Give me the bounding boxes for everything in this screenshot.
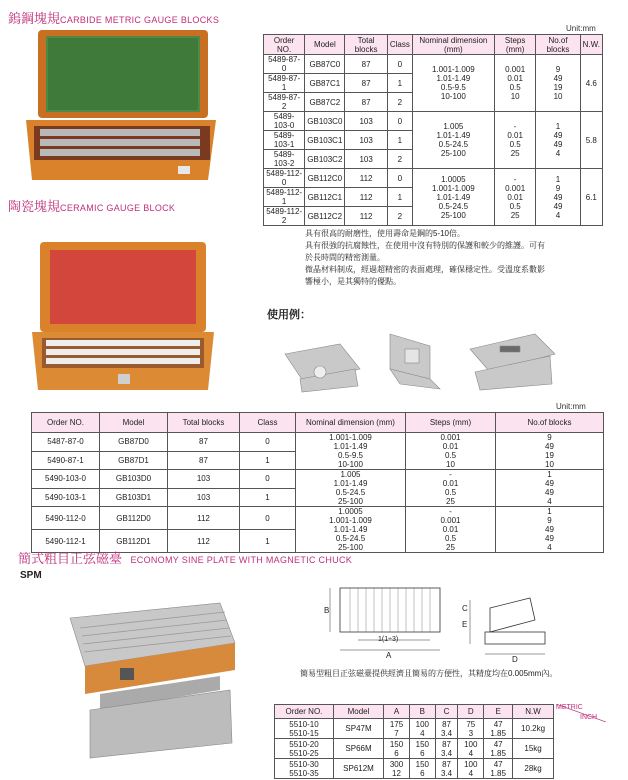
ceramic-section-title [8, 196, 175, 216]
col-a: A [384, 705, 410, 719]
class-cell: 2 [387, 150, 412, 169]
dim-c-inch: 3.4 [440, 748, 453, 758]
nominal-dimension-cell-line: 0.5-24.5 [438, 140, 469, 149]
sine-model-code: SPM [20, 570, 42, 581]
dim-b-inch: 4 [420, 728, 425, 738]
nominal-dimension-cell-line: 1.001-1.009 [432, 65, 475, 74]
nominal-dimension-cell-line: 1.005 [443, 122, 464, 131]
order-no-cell: 5489-112-1 [264, 188, 305, 207]
steps-cell-line: 0.01 [442, 442, 459, 451]
steps-cell [494, 112, 536, 169]
no-of-blocks-cell-line: 4 [555, 210, 561, 220]
order-no-top: 5510-30 [289, 759, 319, 769]
class-cell: 0 [240, 507, 296, 530]
col-model: Model [100, 413, 168, 433]
dim-e-cell [484, 759, 513, 779]
dim-c-inch: 3.4 [440, 768, 453, 778]
dim-e-metric: 47 [493, 739, 503, 749]
order-no-top: 5510-20 [289, 739, 319, 749]
steps-cell-line: 10 [446, 460, 455, 469]
order-no-cell: 5490-103-1 [32, 488, 100, 507]
nominal-dimension-cell-line: 1.01-1.49 [333, 525, 368, 534]
sine-technical-drawing [300, 580, 610, 666]
dim-b-inch: 6 [420, 748, 425, 758]
no-of-blocks-cell-line: 1 [555, 122, 561, 131]
steps-cell-line: 0.01 [507, 192, 523, 202]
order-no-cell [275, 759, 334, 779]
order-no-cell: 5489-103-1 [264, 131, 305, 150]
dim-e-cell [484, 719, 513, 739]
order-no-cell: 5490-103-0 [32, 470, 100, 489]
no-of-blocks-cell [496, 507, 604, 553]
steps-cell-line: - [449, 507, 452, 516]
nominal-dimension-cell-line: 1.01-1.49 [333, 479, 368, 488]
dim-e-metric: 47 [493, 719, 503, 729]
steps-cell-line: 0.5 [444, 488, 457, 497]
dim-b-cell [409, 739, 435, 759]
class-cell: 0 [387, 169, 412, 188]
steps-cell-line: 0.01 [442, 479, 459, 488]
dim-e-inch: 1.85 [490, 728, 506, 738]
nw-cell: 28kg [513, 759, 554, 779]
sine-plate-image [60, 598, 240, 760]
dim-a-inch: 6 [394, 748, 399, 758]
steps-cell-line: 0.001 [505, 183, 526, 193]
col-no-of-blocks: No.of blocks [536, 35, 580, 55]
model-cell: GB103C1 [305, 131, 345, 150]
nw-cell: 10.2kg [513, 719, 554, 739]
carbide-spec-table [263, 34, 603, 226]
sine-drawing-image [300, 580, 610, 666]
total-blocks-cell: 112 [345, 169, 387, 188]
ceramic-desc-line: 響極小，是其獨特的優點。 [305, 277, 401, 286]
nominal-dimension-cell-line: 1.0005 [338, 507, 363, 516]
order-no-cell: 5489-112-2 [264, 207, 305, 226]
steps-cell-line: 10 [510, 92, 520, 101]
dim-a-cell [384, 739, 410, 759]
dim-d-inch: 3 [468, 728, 474, 738]
sine-header-row [275, 705, 554, 719]
col-class: Class [387, 35, 412, 55]
class-cell: 0 [240, 433, 296, 452]
no-of-blocks-cell-line: 49 [545, 479, 554, 488]
ceramic-desc-line: 於長時間的精密測量。 [305, 253, 385, 262]
class-cell: 1 [240, 530, 296, 553]
dim-a-inch: 7 [394, 728, 399, 738]
total-blocks-cell: 112 [168, 530, 240, 553]
no-of-blocks-cell-line: 19 [545, 451, 554, 460]
dim-label-d: D [512, 655, 518, 664]
order-no-cell: 5490-112-0 [32, 507, 100, 530]
steps-cell-line: 0.01 [442, 525, 459, 534]
nominal-dimension-cell-line: 25-100 [338, 543, 363, 552]
no-of-blocks-cell-line: 4 [555, 149, 561, 158]
class-cell: 1 [387, 188, 412, 207]
dim-d-inch: 4 [468, 748, 474, 758]
model-cell: GB87C2 [305, 93, 345, 112]
col-steps: Steps (mm) [494, 35, 536, 55]
dim-d-cell [458, 759, 484, 779]
steps-cell [494, 169, 536, 226]
sine-plate-photo [60, 598, 240, 760]
dim-c-metric: 87 [442, 739, 451, 749]
ceramic-desc-line: 具有很高的耐磨性，使用壽命是鋼的5-10倍。 [305, 229, 466, 238]
no-of-blocks-cell-line: 9 [547, 433, 552, 442]
steps-cell-line: 0.5 [444, 534, 457, 543]
dim-d-metric: 100 [464, 739, 478, 749]
no-of-blocks-cell-line: 49 [553, 201, 563, 211]
nominal-dimension-cell [412, 112, 494, 169]
total-blocks-cell: 103 [168, 470, 240, 489]
usage-example-image [280, 324, 610, 394]
total-blocks-cell: 103 [168, 488, 240, 507]
class-cell: 0 [387, 55, 412, 74]
dim-d-metric: 75 [466, 719, 476, 729]
no-of-blocks-cell [496, 470, 604, 507]
col-steps: Steps (mm) [406, 413, 496, 433]
ceramic-box-image [28, 240, 218, 400]
dim-b-cell [409, 719, 435, 739]
col-class: Class [240, 413, 296, 433]
dim-e-cell [484, 739, 513, 759]
model-cell: GB87C1 [305, 74, 345, 93]
steps-cell-line: 0.5 [509, 83, 521, 92]
no-of-blocks-cell-line: 4 [547, 497, 552, 506]
order-no-cell [275, 739, 334, 759]
steps-cell [494, 55, 536, 112]
steps-cell-line: 0.01 [507, 131, 523, 140]
steps-cell-line: 25 [446, 543, 455, 552]
steps-cell-line: 25 [510, 210, 520, 220]
steps-cell-line: - [513, 122, 517, 131]
ceramic-title-en: CERAMIC GAUGE BLOCK [60, 203, 176, 213]
nominal-dimension-cell-line: 0.5-24.5 [335, 488, 366, 497]
total-blocks-cell: 87 [345, 74, 387, 93]
no-of-blocks-cell-line: 49 [545, 525, 554, 534]
dim-b-metric: 100 [415, 719, 429, 729]
no-of-blocks-cell-line: 49 [553, 192, 563, 202]
ceramic-gauge-box-photo [28, 240, 218, 400]
dim-d-inch: 4 [468, 768, 474, 778]
nominal-dimension-cell [296, 470, 406, 507]
sine-row [275, 739, 554, 759]
col-total-blocks: Total blocks [345, 35, 387, 55]
total-blocks-cell: 87 [345, 93, 387, 112]
nominal-dimension-cell-line: 25-100 [338, 497, 363, 506]
total-blocks-cell: 87 [345, 55, 387, 74]
order-no-bottom: 5510-25 [289, 748, 319, 758]
no-of-blocks-cell-line: 4 [547, 543, 552, 552]
steps-cell-line: 0.001 [440, 516, 461, 525]
usage-example-photos [280, 324, 610, 394]
col-total-blocks: Total blocks [168, 413, 240, 433]
carbide-row [264, 112, 603, 131]
col-model: Model [305, 35, 345, 55]
model-cell: GB103D1 [100, 488, 168, 507]
dim-label-c: C [462, 604, 468, 613]
total-blocks-cell: 103 [345, 112, 387, 131]
nominal-dimension-cell [296, 433, 406, 470]
no-of-blocks-cell [536, 55, 580, 112]
ceramic-description [305, 228, 605, 288]
steps-cell [406, 433, 496, 470]
carbide-box-image [18, 28, 218, 188]
nominal-dimension-cell-line: 25-100 [440, 149, 466, 158]
class-cell: 0 [240, 470, 296, 489]
no-of-blocks-cell-line: 49 [545, 534, 554, 543]
dim-d-metric: 100 [464, 759, 478, 769]
total-blocks-cell: 103 [345, 131, 387, 150]
steps-cell-line: 25 [510, 149, 520, 158]
total-blocks-cell: 112 [345, 207, 387, 226]
dim-label-sub: 1(1÷3) [378, 636, 399, 643]
col-nw: N.W. [580, 35, 602, 55]
col-nominal-dimension: Nominal dimension (mm) [412, 35, 494, 55]
nominal-dimension-cell-line: 1.001-1.009 [432, 183, 475, 193]
order-no-cell: 5490-87-1 [32, 451, 100, 470]
ceramic-row [32, 470, 604, 489]
nominal-dimension-cell-line: 0.5-9.5 [440, 83, 466, 92]
col-nw: N.W [513, 705, 554, 719]
col-c: C [435, 705, 458, 719]
usage-example-label: 使用例： [267, 308, 311, 321]
steps-cell [406, 470, 496, 507]
nominal-dimension-cell-line: 1.001-1.009 [329, 433, 372, 442]
model-cell: GB103C0 [305, 112, 345, 131]
metric-label: METRIC [556, 704, 583, 711]
total-blocks-cell: 112 [168, 507, 240, 530]
class-cell: 1 [240, 451, 296, 470]
nominal-dimension-cell-line: 0.5-9.5 [338, 451, 363, 460]
col-e: E [484, 705, 513, 719]
dim-e-inch: 1.85 [490, 768, 506, 778]
ceramic-spec-table [31, 412, 604, 553]
col-order-no: Order NO. [264, 35, 305, 55]
sine-row [275, 759, 554, 779]
ceramic-title-zh: 陶瓷塊規 [8, 200, 61, 215]
no-of-blocks-cell-line: 49 [545, 442, 554, 451]
order-no-cell: 5489-112-0 [264, 169, 305, 188]
carbide-title-zh: 鎢鋼塊規 [8, 12, 61, 27]
dim-c-metric: 87 [442, 719, 451, 729]
nominal-dimension-cell [296, 507, 406, 553]
nominal-dimension-cell-line: 1.005 [340, 470, 361, 479]
order-no-cell [275, 719, 334, 739]
ceramic-unit-label: Unit:mm [556, 402, 586, 411]
class-cell: 0 [387, 112, 412, 131]
no-of-blocks-cell [496, 433, 604, 470]
model-cell: GB103C2 [305, 150, 345, 169]
carbide-gauge-box-photo [18, 28, 218, 188]
no-of-blocks-cell-line: 9 [555, 183, 561, 193]
model-cell: SP47M [333, 719, 383, 739]
sine-section-title [18, 548, 352, 568]
dim-c-metric: 87 [442, 759, 451, 769]
nominal-dimension-cell-line: 1.01-1.49 [436, 131, 471, 140]
steps-cell-line: 25 [446, 497, 455, 506]
dim-a-metric: 300 [389, 759, 404, 769]
sine-title-zh: 簡式粗目正弦磁臺 [18, 552, 123, 567]
model-cell: GB103D0 [100, 470, 168, 489]
nominal-dimension-cell-line: 1.0005 [441, 174, 466, 184]
order-no-cell: 5489-103-0 [264, 112, 305, 131]
nominal-dimension-cell-line: 10-100 [440, 92, 466, 101]
order-no-cell: 5489-87-2 [264, 93, 305, 112]
dim-c-cell [435, 739, 458, 759]
col-b: B [409, 705, 435, 719]
dim-label-a: A [386, 651, 392, 660]
no-of-blocks-cell [536, 169, 580, 226]
sine-title-en: ECONOMY SINE PLATE WITH MAGNETIC CHUCK [130, 555, 353, 565]
class-cell: 2 [387, 207, 412, 226]
nominal-dimension-cell-line: 1.01-1.49 [333, 442, 368, 451]
steps-cell-line: 0.001 [440, 433, 461, 442]
dim-e-inch: 1.85 [490, 748, 506, 758]
carbide-row [264, 55, 603, 74]
no-of-blocks-cell-line: 10 [545, 460, 554, 469]
model-cell: GB112D0 [100, 507, 168, 530]
col-model: Model [333, 705, 383, 719]
carbide-row [264, 169, 603, 188]
steps-cell [406, 507, 496, 553]
order-no-cell: 5487-87-0 [32, 433, 100, 452]
order-no-bottom: 5510-15 [289, 728, 319, 738]
carbide-section-title [8, 8, 219, 28]
ceramic-header-row [32, 413, 604, 433]
nominal-dimension-cell-line: 1.01-1.49 [436, 192, 471, 202]
order-no-top: 5510-10 [289, 719, 319, 729]
total-blocks-cell: 112 [345, 188, 387, 207]
dim-b-metric: 150 [415, 759, 429, 769]
total-blocks-cell: 103 [345, 150, 387, 169]
no-of-blocks-cell-line: 1 [547, 507, 552, 516]
dim-a-cell [384, 719, 410, 739]
class-cell: 1 [387, 131, 412, 150]
nominal-dimension-cell-line: 25-100 [440, 210, 466, 220]
no-of-blocks-cell-line: 9 [547, 516, 552, 525]
model-cell: GB112D1 [100, 530, 168, 553]
model-cell: SP66M [333, 739, 383, 759]
no-of-blocks-cell-line: 10 [553, 92, 563, 101]
no-of-blocks-cell-line: 49 [545, 488, 554, 497]
steps-cell-line: 0.5 [509, 140, 521, 149]
ceramic-row [32, 433, 604, 452]
no-of-blocks-cell [536, 112, 580, 169]
dim-a-cell [384, 759, 410, 779]
col-nominal-dimension: Nominal dimension (mm) [296, 413, 406, 433]
nw-cell: 6.1 [580, 169, 602, 226]
model-cell: GB87C0 [305, 55, 345, 74]
model-cell: SP612M [333, 759, 383, 779]
dim-a-metric: 175 [389, 719, 404, 729]
steps-cell-line: 0.001 [505, 65, 526, 74]
steps-cell-line: - [513, 174, 517, 184]
model-cell: GB87D1 [100, 451, 168, 470]
order-no-bottom: 5510-35 [289, 768, 319, 778]
sine-description: 簡易型粗目正弦磁臺提供經濟且簡易的方便性，其精度均在0.005mm內。 [300, 669, 558, 678]
no-of-blocks-cell-line: 49 [553, 140, 563, 149]
class-cell: 2 [387, 93, 412, 112]
nw-cell: 5.8 [580, 112, 602, 169]
dim-a-metric: 150 [389, 739, 404, 749]
class-cell: 1 [240, 488, 296, 507]
sine-row [275, 719, 554, 739]
dim-d-cell [458, 719, 484, 739]
model-cell: GB112C1 [305, 188, 345, 207]
nominal-dimension-cell-line: 10-100 [338, 460, 363, 469]
no-of-blocks-cell-line: 49 [553, 131, 563, 140]
dim-b-cell [409, 759, 435, 779]
ceramic-desc-line: 具有很強的抗腐蝕性，在使用中沒有特別的保護和較少的維護。可有 [305, 241, 545, 250]
dim-label-b: B [324, 606, 330, 615]
nw-cell: 15kg [513, 739, 554, 759]
no-of-blocks-cell-line: 49 [553, 74, 563, 83]
nominal-dimension-cell-line: 1.001-1.009 [329, 516, 372, 525]
col-no-of-blocks: No.of blocks [496, 413, 604, 433]
model-cell: GB112C0 [305, 169, 345, 188]
order-no-cell: 5489-103-2 [264, 150, 305, 169]
dim-a-inch: 12 [392, 768, 401, 778]
dim-c-cell [435, 759, 458, 779]
ceramic-row [32, 507, 604, 530]
model-cell: GB112C2 [305, 207, 345, 226]
steps-cell-line: 0.5 [444, 451, 457, 460]
nominal-dimension-cell-line: 0.5-24.5 [438, 201, 469, 211]
dim-d-cell [458, 739, 484, 759]
dim-e-metric: 47 [493, 759, 503, 769]
order-no-cell: 5489-87-0 [264, 55, 305, 74]
col-order-no: Order NO. [275, 705, 334, 719]
col-order-no: Order NO. [32, 413, 100, 433]
dim-c-cell [435, 719, 458, 739]
dim-b-inch: 6 [420, 768, 425, 778]
nominal-dimension-cell [412, 55, 494, 112]
class-cell: 1 [387, 74, 412, 93]
total-blocks-cell: 87 [168, 451, 240, 470]
carbide-unit-label: Unit:mm [566, 24, 596, 33]
sine-spec-table [274, 704, 554, 779]
carbide-title-en: CARBIDE METRIC GAUGE BLOCKS [60, 15, 220, 25]
dim-c-inch: 3.4 [440, 728, 453, 738]
col-d: D [458, 705, 484, 719]
nominal-dimension-cell-line: 1.01-1.49 [436, 74, 471, 83]
carbide-header-row [264, 35, 603, 55]
order-no-cell: 5490-112-1 [32, 530, 100, 553]
no-of-blocks-cell-line: 9 [555, 65, 561, 74]
inch-label: INCH [580, 714, 598, 721]
total-blocks-cell: 87 [168, 433, 240, 452]
no-of-blocks-cell-line: 1 [547, 470, 552, 479]
dim-b-metric: 150 [415, 739, 429, 749]
no-of-blocks-cell-line: 19 [553, 83, 563, 92]
steps-cell-line: 0.5 [509, 201, 521, 211]
nominal-dimension-cell-line: 0.5-24.5 [335, 534, 366, 543]
model-cell: GB87D0 [100, 433, 168, 452]
steps-cell-line: - [449, 470, 452, 479]
dim-label-e: E [462, 620, 468, 629]
order-no-cell: 5489-87-1 [264, 74, 305, 93]
metric-inch-marker [556, 704, 606, 722]
nominal-dimension-cell [412, 169, 494, 226]
steps-cell-line: 0.01 [507, 74, 523, 83]
nw-cell: 4.6 [580, 55, 602, 112]
no-of-blocks-cell-line: 1 [555, 174, 561, 184]
ceramic-desc-line: 微晶材料制成，經過超精密的表面處理，確保穩定性。受溫度系數影 [305, 265, 545, 274]
